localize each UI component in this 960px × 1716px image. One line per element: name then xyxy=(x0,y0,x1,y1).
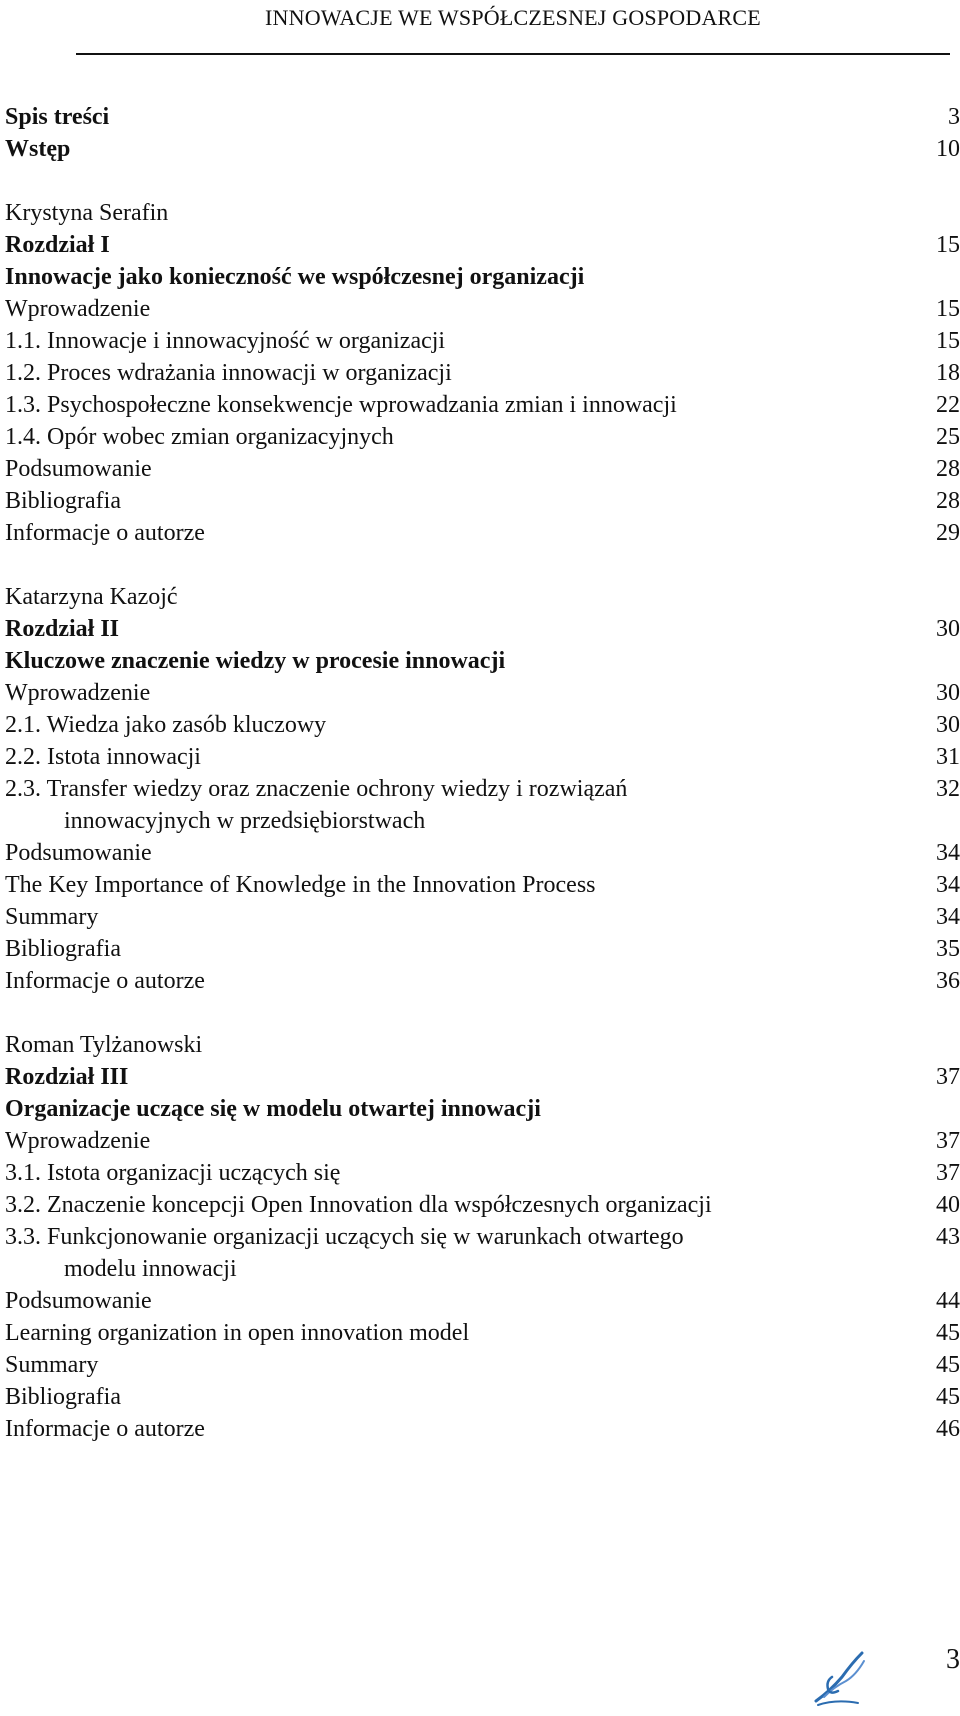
spacer xyxy=(5,997,960,1029)
chapter-title-text: Innowacje jako konieczność we współczesnej organizacji xyxy=(5,264,585,290)
toc-entry-wstep[interactable] xyxy=(5,133,960,165)
toc-entry-title: Learning organization in open innovation model xyxy=(5,1320,470,1346)
toc-entry-page: 22 xyxy=(936,392,960,418)
page-number: 3 xyxy=(946,1644,960,1675)
author-name: Katarzyna Kazojć xyxy=(5,584,178,610)
toc-entry[interactable] xyxy=(5,677,960,709)
chapter-label[interactable] xyxy=(5,1061,960,1093)
toc-entry[interactable] xyxy=(5,741,960,773)
toc-entry[interactable] xyxy=(5,1349,960,1381)
toc-entry-page: 15 xyxy=(936,296,960,322)
toc-entry[interactable] xyxy=(5,357,960,389)
toc-entry[interactable] xyxy=(5,1221,960,1253)
chapter-label[interactable] xyxy=(5,613,960,645)
toc-entry-page: 15 xyxy=(936,328,960,354)
toc-entry-title-continuation: modelu innowacji xyxy=(64,1256,237,1282)
toc-entry-title: 3.3. Funkcjonowanie organizacji uczących się w warunkach otwartego xyxy=(5,1224,684,1250)
toc-entry-title: Podsumowanie xyxy=(5,840,152,866)
toc-entry[interactable] xyxy=(5,869,960,901)
toc-entry[interactable] xyxy=(5,709,960,741)
toc-entry-title: 3.1. Istota organizacji uczących się xyxy=(5,1160,341,1186)
toc-entry-title: 1.1. Innowacje i innowacyjność w organizacji xyxy=(5,328,446,354)
toc-entry[interactable] xyxy=(5,1189,960,1221)
toc-entry[interactable] xyxy=(5,1317,960,1349)
toc-entry-page: 34 xyxy=(936,872,960,898)
toc-entry[interactable] xyxy=(5,773,960,805)
toc-entry-title: 1.3. Psychospołeczne konsekwencje wprowadzania zmian i innowacji xyxy=(5,392,677,418)
toc-entry-page: 10 xyxy=(936,136,960,162)
toc-entry-page: 34 xyxy=(936,904,960,930)
chapter-title xyxy=(5,261,960,293)
toc-entry[interactable] xyxy=(5,1285,960,1317)
toc-entry[interactable] xyxy=(5,293,960,325)
toc-entry-page: 3 xyxy=(948,104,960,130)
author-name: Roman Tylżanowski xyxy=(5,1032,203,1058)
toc-entry-title: Bibliografia xyxy=(5,936,121,962)
toc-entry-title: Wstęp xyxy=(5,136,71,162)
chapter-label[interactable] xyxy=(5,229,960,261)
chapter-page: 37 xyxy=(936,1064,960,1090)
chapter-page: 15 xyxy=(936,232,960,258)
toc-entry[interactable] xyxy=(5,325,960,357)
toc-entry-page: 32 xyxy=(936,776,960,802)
toc-entry-title: Informacje o autorze xyxy=(5,520,205,546)
toc-entry-continuation xyxy=(5,805,960,837)
toc-entry-page: 29 xyxy=(936,520,960,546)
toc-entry-title: Informacje o autorze xyxy=(5,968,205,994)
chapter-author xyxy=(5,581,960,613)
toc-entry-page: 28 xyxy=(936,456,960,482)
chapter-title-text: Kluczowe znaczenie wiedzy w procesie innowacji xyxy=(5,648,506,674)
chapter-title xyxy=(5,1093,960,1125)
spacer xyxy=(5,165,960,197)
toc-entry-continuation xyxy=(5,1253,960,1285)
toc-entry-title: Informacje o autorze xyxy=(5,1416,205,1442)
toc-entry[interactable] xyxy=(5,1413,960,1445)
toc-entry-title: Spis treści xyxy=(5,104,110,130)
chapter-label-text: Rozdział II xyxy=(5,616,119,642)
toc-entry-page: 45 xyxy=(936,1384,960,1410)
toc-entry-page: 18 xyxy=(936,360,960,386)
swan-logo-icon xyxy=(812,1647,868,1709)
toc-entry[interactable] xyxy=(5,933,960,965)
chapter-label-text: Rozdział III xyxy=(5,1064,129,1090)
toc-entry[interactable] xyxy=(5,965,960,997)
toc-entry-title: 1.4. Opór wobec zmian organizacyjnych xyxy=(5,424,394,450)
toc-entry-title: Wprowadzenie xyxy=(5,1128,151,1154)
toc-entry-page: 31 xyxy=(936,744,960,770)
toc-entry-title: 2.1. Wiedza jako zasób kluczowy xyxy=(5,712,327,738)
header-rule xyxy=(76,53,950,55)
toc-entry[interactable] xyxy=(5,517,960,549)
toc-entry-title: Podsumowanie xyxy=(5,1288,152,1314)
toc-entry-title: Wprowadzenie xyxy=(5,680,151,706)
spacer xyxy=(5,549,960,581)
toc-entry-page: 37 xyxy=(936,1160,960,1186)
chapter-author xyxy=(5,197,960,229)
toc-entry-title-continuation: innowacyjnych w przedsiębiorstwach xyxy=(64,808,426,834)
table-of-contents xyxy=(5,101,960,1445)
toc-entry-page: 30 xyxy=(936,680,960,706)
toc-entry[interactable] xyxy=(5,837,960,869)
toc-entry-title: Bibliografia xyxy=(5,1384,121,1410)
toc-entry-page: 40 xyxy=(936,1192,960,1218)
toc-entry[interactable] xyxy=(5,1381,960,1413)
toc-entry-title: Summary xyxy=(5,1352,99,1378)
toc-entry[interactable] xyxy=(5,421,960,453)
toc-entry-page: 44 xyxy=(936,1288,960,1314)
toc-entry-title: 2.2. Istota innowacji xyxy=(5,744,201,770)
author-name: Krystyna Serafin xyxy=(5,200,169,226)
toc-entry[interactable] xyxy=(5,389,960,421)
toc-entry-title: Wprowadzenie xyxy=(5,296,151,322)
toc-entry-page: 45 xyxy=(936,1352,960,1378)
chapter-label-text: Rozdział I xyxy=(5,232,110,258)
toc-entry-page: 43 xyxy=(936,1224,960,1250)
toc-entry-page: 28 xyxy=(936,488,960,514)
toc-entry-title: 3.2. Znaczenie koncepcji Open Innovation dla współczesnych organizacji xyxy=(5,1192,712,1218)
toc-entry-page: 25 xyxy=(936,424,960,450)
chapter-title xyxy=(5,645,960,677)
chapter-author xyxy=(5,1029,960,1061)
chapter-page: 30 xyxy=(936,616,960,642)
toc-entry[interactable] xyxy=(5,485,960,517)
toc-entry-page: 34 xyxy=(936,840,960,866)
toc-entry-title: The Key Importance of Knowledge in the Innovation Process xyxy=(5,872,596,898)
toc-entry-title: Summary xyxy=(5,904,99,930)
toc-entry-page: 37 xyxy=(936,1128,960,1154)
toc-entry[interactable] xyxy=(5,453,960,485)
toc-entry-page: 30 xyxy=(936,712,960,738)
toc-entry-spis-tresci[interactable] xyxy=(5,101,960,133)
chapter-title-text: Organizacje uczące się w modelu otwartej innowacji xyxy=(5,1096,541,1122)
toc-entry-title: 2.3. Transfer wiedzy oraz znaczenie ochrony wiedzy i rozwiązań xyxy=(5,776,628,802)
toc-entry-title: Bibliografia xyxy=(5,488,121,514)
toc-entry-page: 45 xyxy=(936,1320,960,1346)
toc-entry-title: Podsumowanie xyxy=(5,456,152,482)
toc-entry-page: 36 xyxy=(936,968,960,994)
running-header: INNOWACJE WE WSPÓŁCZESNEJ GOSPODARCE xyxy=(265,5,761,30)
toc-entry-page: 35 xyxy=(936,936,960,962)
toc-entry-page: 46 xyxy=(936,1416,960,1442)
toc-entry[interactable] xyxy=(5,901,960,933)
toc-entry[interactable] xyxy=(5,1125,960,1157)
toc-entry[interactable] xyxy=(5,1157,960,1189)
toc-entry-title: 1.2. Proces wdrażania innowacji w organizacji xyxy=(5,360,452,386)
